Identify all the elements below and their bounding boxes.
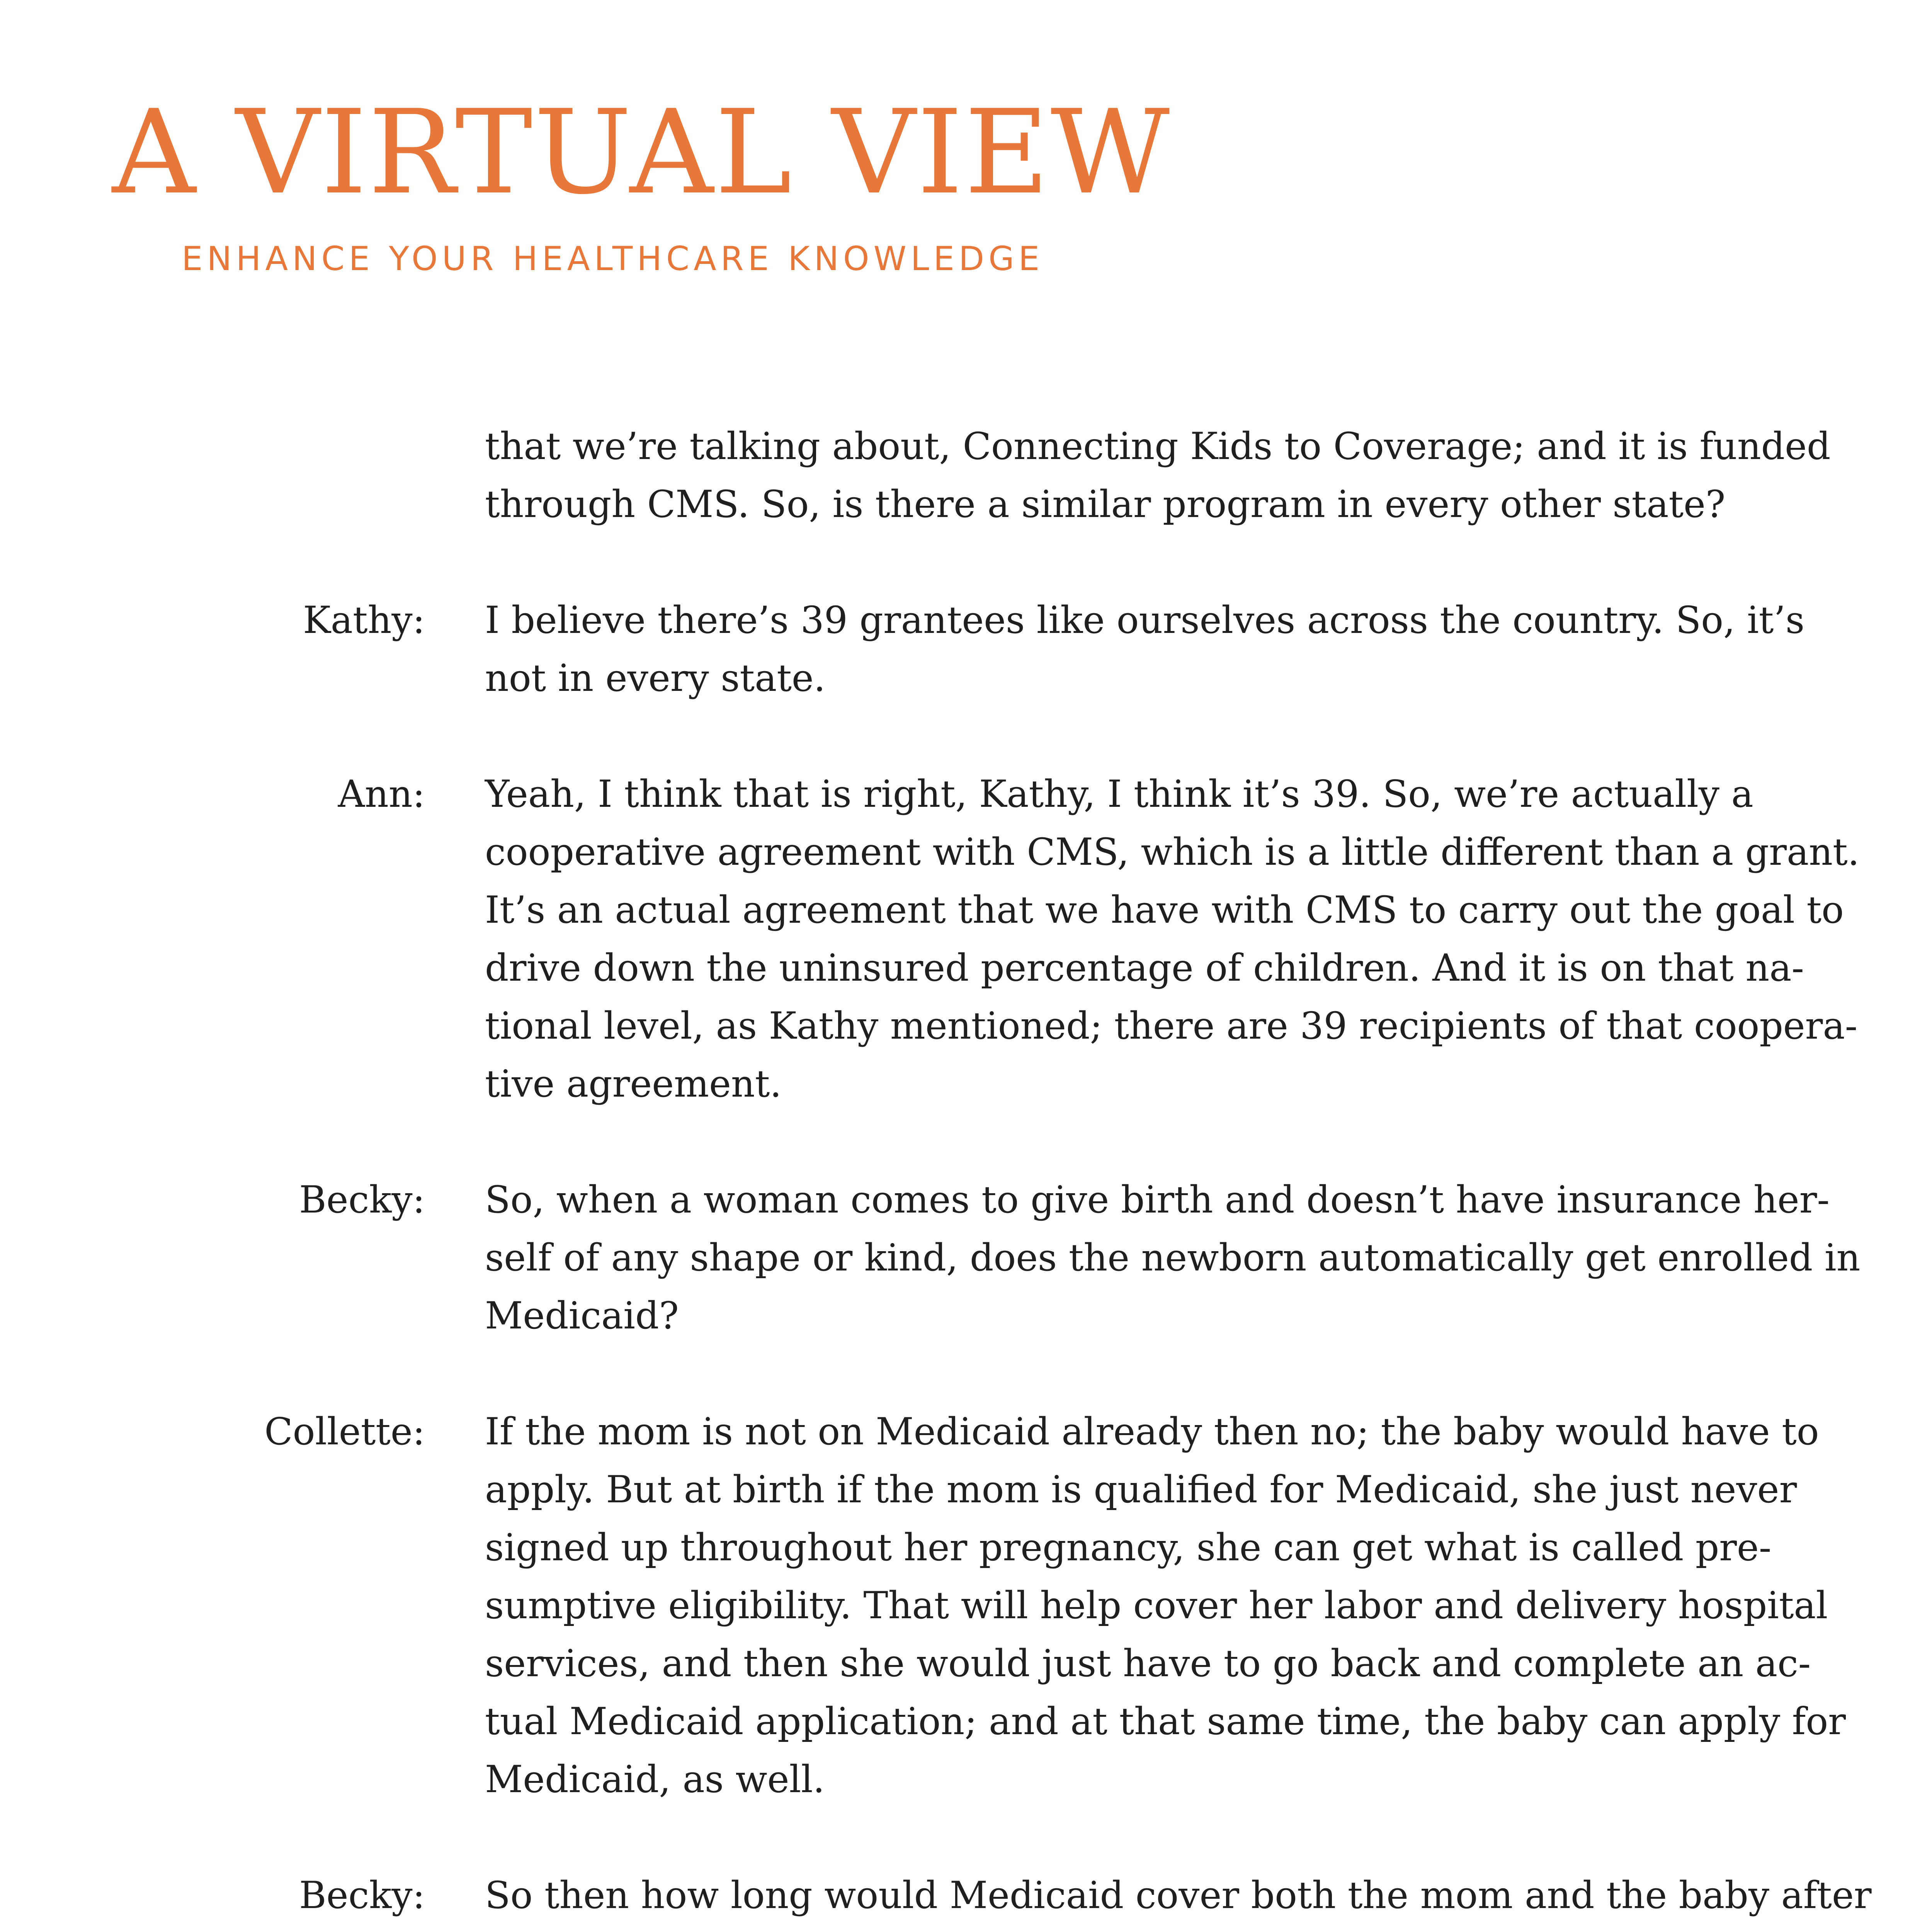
speech-line: Yeah, I think that is right, Kathy, I think it’s 39. So, we’re actually a [485,772,1753,816]
speech-line: I believe there’s 39 grantees like ourselves across the country. So, it’s [485,599,1805,642]
speaker-name: Kathy: [303,599,425,642]
speech-text [485,1866,1932,1932]
speech-text [485,417,1932,533]
page-title: A VIRTUAL VIEW [112,85,1172,220]
speech-line: that we’re talking about, Connecting Kids to Coverage; and it is funded [485,425,1831,468]
speech-text [485,591,1932,707]
speech-text [485,765,1932,1113]
speech-line: tual Medicaid application; and at that same time, the baby can apply for [485,1700,1846,1743]
speech-line: If the mom is not on Medicaid already then no; the baby would have to [485,1410,1819,1453]
speech-line: tive agreement. [485,1062,782,1105]
transcript-entry [0,1171,1932,1345]
transcript-entry [0,1866,1932,1932]
speech-line: cooperative agreement with CMS, which is a little different than a grant. [485,830,1860,874]
speech-line: So, when a woman comes to give birth and doesn’t have insurance her- [485,1178,1830,1221]
transcript [0,417,1932,1932]
speech-line: apply. But at birth if the mom is qualified for Medicaid, she just never [485,1468,1797,1511]
speech-line: tional level, as Kathy mentioned; there are 39 recipients of that coopera- [485,1004,1858,1048]
speech-line: It’s an actual agreement that we have with CMS to carry out the goal to [485,888,1844,932]
page-subtitle: ENHANCE YOUR HEALTHCARE KNOWLEDGE [182,240,1044,278]
speaker-name: Becky: [299,1874,425,1917]
speech-line: through CMS. So, is there a similar program in every other state? [485,483,1726,526]
speech-line: self of any shape or kind, does the newborn automatically get enrolled in [485,1236,1861,1279]
speech-line: So then how long would Medicaid cover both the mom and the baby after [485,1874,1872,1917]
transcript-entry [0,765,1932,1113]
speech-line: not in every state. [485,656,826,700]
speaker-name: Becky: [299,1178,425,1221]
speech-line: services, and then she would just have to go back and complete an ac- [485,1642,1811,1685]
transcript-entry [0,1403,1932,1808]
transcript-entry [0,591,1932,707]
speech-line: Medicaid? [485,1294,679,1337]
speech-line: signed up throughout her pregnancy, she can get what is called pre- [485,1526,1772,1569]
speech-text [485,1171,1932,1345]
speech-line: Medicaid, as well. [485,1758,825,1801]
transcript-entry [0,417,1932,533]
speech-line: drive down the uninsured percentage of children. And it is on that na- [485,946,1804,990]
speech-text [485,1403,1932,1808]
speech-line: sumptive eligibility. That will help cover her labor and delivery hospital [485,1584,1828,1627]
speaker-name: Ann: [338,772,425,816]
speech-line [485,1924,1932,1932]
speaker-name: Collette: [264,1410,425,1453]
